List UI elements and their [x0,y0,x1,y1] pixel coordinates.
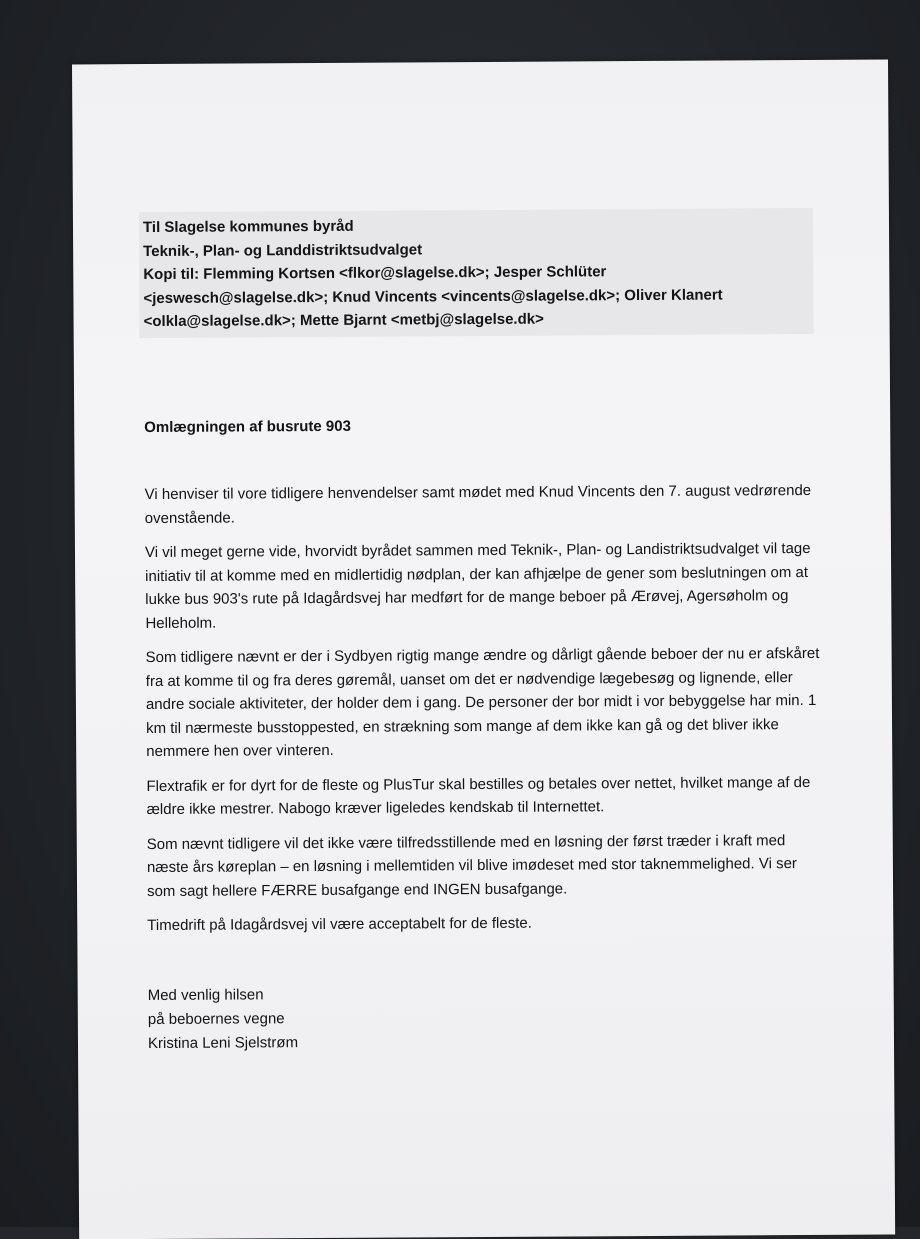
copy-to-line: <olkla@slagelse.dk>; Mette Bjarnt <metbj@slagelse.dk> [143,310,544,331]
body-paragraph: Vi vil meget gerne vide, hvorvidt byrådet sammen med Teknik-, Plan- og Landistriktsudvalget vil tage initiativ til at komme med en midlertidig nødplan, der kan afhjælpe de gener som beslutningen om at lukke bus 903's rute på Idagårdsvej har medført for de mange beboer på Ærøvej, Agersøholm og Helleholm. [144,539,811,632]
copy-to-line: Kopi til: Flemming Kortsen <flkor@slagelse.dk>; Jesper Schlüter [143,263,607,284]
body-paragraph: Vi henviser til vore tidligere henvendelser samt mødet med Knud Vincents den 7. august vedrørende ovenstående. [144,481,812,527]
letter-subject: Omlægningen af busrute 903 [144,417,351,436]
on-behalf-line: på beboernes vegne [147,1009,285,1028]
letter-sheet [72,60,895,1239]
recipients-block [139,208,814,338]
copy-to-line: <jeswesch@slagelse.dk>; Knud Vincents <vincents@slagelse.dk>; Oliver Klanert [143,286,723,307]
body-paragraph: Flextrafik er for dyrt for de fleste og PlusTur skal bestilles og betales over nettet, hvilket mange af de ældre ikke mestrer. Nabogo kræver ligeledes kendskab til Internettet. [146,773,811,819]
letter-body [145,479,828,938]
signature-block [148,979,828,1055]
recipient-line: Til Slagelse kommunes byråd [142,217,354,237]
body-paragraph: Som tidligere nævnt er der i Sydbyen rigtig mange ændre og dårligt gående beboer der nu er afskåret fra at komme til og fra deres gøremål, uanset om det er nødvendige lægebesøg og lignende, eller andre sociale aktiviteter, der holder dem i gang. De personer der bor midt i vor bebyggelse har min. 1 km til nærmeste busstoppested, en strækning som mange af dem ikke kan gå og det bliver ikke nemmere hen over vinteren. [145,644,820,761]
closing-line: Med venlig hilsen [147,985,264,1004]
body-paragraph: Som nævnt tidligere vil det ikke være tilfredsstillende med en løsning der først træder i kraft med næste års køreplan – en løsning i mellemtiden vil blive imødeset med stor taknemmelighed. Vi ser som sagt hellere FÆRRE busafgange end INGEN busafgange. [146,831,797,900]
recipient-line: Teknik-, Plan- og Landdistriktsudvalget [143,240,423,260]
signer-name: Kristina Leni Sjelstrøm [147,1033,299,1052]
body-paragraph: Timedrift på Idagårdsvej vil være acceptabelt for de fleste. [147,914,532,935]
letter-content [143,208,828,1056]
